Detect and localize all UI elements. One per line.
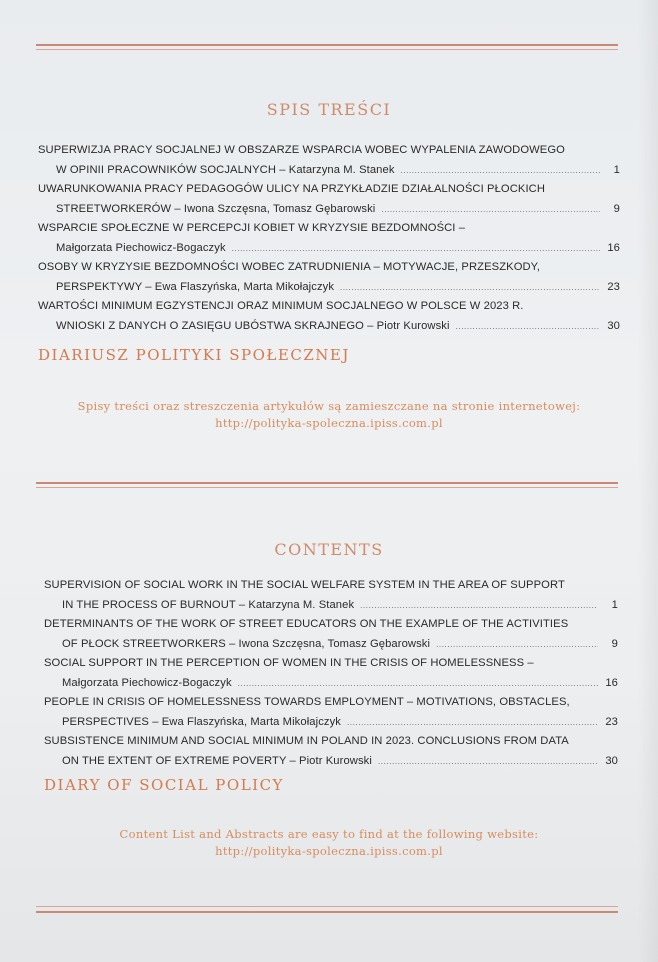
- bottom-rule: [36, 911, 618, 913]
- leader-dots: [232, 239, 600, 259]
- entry-line2: PERSPECTIVES – Ewa Flaszyńska, Marta Mikołajczyk: [62, 715, 341, 728]
- page-number: 16: [605, 676, 618, 689]
- entry-line2: OF PŁOCK STREETWORKERS – Iwona Szczęsna, Tomasz Gębarowski: [62, 637, 431, 650]
- diary-heading[interactable]: DIARY OF SOCIAL POLICY: [44, 776, 284, 794]
- page-number: 1: [611, 598, 618, 611]
- leader-dots: [378, 752, 598, 772]
- toc-entry[interactable]: [38, 180, 620, 219]
- entry-line1: DETERMINANTS OF THE WORK OF STREET EDUCATORS ON THE EXAMPLE OF THE ACTIVITIES: [44, 618, 569, 630]
- page-edge-shadow: [638, 0, 658, 962]
- page-number: 16: [607, 241, 620, 254]
- page-number: 23: [607, 280, 620, 293]
- entry-line1: SOCIAL SUPPORT IN THE PERCEPTION OF WOMEN IN THE CRISIS OF HOMELESSNESS –: [44, 657, 534, 669]
- leader-dots: [436, 635, 598, 655]
- entry-line2: Małgorzata Piechowicz-Bogaczyk: [56, 241, 226, 254]
- spis-tresci-title: SPIS TREŚCI: [266, 100, 392, 119]
- leader-dots: [401, 161, 600, 181]
- english-website-note: [0, 826, 658, 860]
- entry-line1: SUPERVISION OF SOCIAL WORK IN THE SOCIAL WELFARE SYSTEM IN THE AREA OF SUPPORT: [44, 579, 565, 591]
- toc-entry[interactable]: [38, 141, 620, 180]
- leader-dots: [381, 200, 600, 220]
- page-number: 30: [607, 319, 620, 332]
- bottom-rule-thin: [36, 906, 618, 907]
- page-number: 1: [613, 163, 620, 176]
- entry-line1: WSPARCIE SPOŁECZNE W PERCEPCJI KOBIET W KRYZYSIE BEZDOMNOŚCI –: [38, 222, 466, 234]
- toc-entry[interactable]: [38, 258, 620, 297]
- english-toc: [44, 576, 618, 771]
- note-text: Content List and Abstracts are easy to find at the following website:: [119, 827, 539, 841]
- leader-dots: [347, 713, 598, 733]
- website-link[interactable]: http://polityka-spoleczna.ipiss.com.pl: [215, 844, 443, 858]
- middle-rule-thin: [36, 487, 618, 488]
- toc-entry[interactable]: [44, 615, 618, 654]
- diariusz-heading[interactable]: DIARIUSZ POLITYKI SPOŁECZNEJ: [38, 346, 350, 364]
- entry-line2: Małgorzata Piechowicz-Bogaczyk: [62, 676, 232, 689]
- entry-line1: WARTOŚCI MINIMUM EGZYSTENCJI ORAZ MINIMUM SOCJALNEGO W POLSCE W 2023 R.: [38, 300, 524, 312]
- entry-line2: WNIOSKI Z DANYCH O ZASIĘGU UBÓSTWA SKRAJNEGO – Piotr Kurowski: [56, 319, 450, 332]
- entry-line2: W OPINII PRACOWNIKÓW SOCJALNYCH – Katarzyna M. Stanek: [56, 163, 395, 176]
- toc-entry[interactable]: [44, 576, 618, 615]
- page-number: 30: [605, 754, 618, 767]
- top-rule: [36, 44, 618, 46]
- entry-line2: STREETWORKERÓW – Iwona Szczęsna, Tomasz Gębarowski: [56, 202, 376, 215]
- leader-dots: [456, 317, 600, 337]
- middle-rule: [36, 482, 618, 484]
- polish-website-note: [0, 398, 658, 432]
- top-rule-thin: [36, 49, 618, 50]
- page-number: 23: [605, 715, 618, 728]
- page-number: 9: [611, 637, 618, 650]
- page-number: 9: [613, 202, 620, 215]
- polish-toc: [38, 141, 620, 336]
- toc-entry[interactable]: [44, 654, 618, 693]
- entry-line1: SUBSISTENCE MINIMUM AND SOCIAL MINIMUM IN POLAND IN 2023. CONCLUSIONS FROM DATA: [44, 735, 569, 747]
- entry-line2: PERSPEKTYWY – Ewa Flaszyńska, Marta Mikołajczyk: [56, 280, 335, 293]
- leader-dots: [238, 674, 598, 694]
- entry-line1: PEOPLE IN CRISIS OF HOMELESSNESS TOWARDS EMPLOYMENT – MOTIVATIONS, OBSTACLES,: [44, 696, 570, 708]
- toc-entry[interactable]: [38, 219, 620, 258]
- website-link[interactable]: http://polityka-spoleczna.ipiss.com.pl: [215, 416, 443, 430]
- entry-line2: ON THE EXTENT OF EXTREME POVERTY – Piotr Kurowski: [62, 754, 372, 767]
- leader-dots: [360, 596, 598, 616]
- entry-line2: IN THE PROCESS OF BURNOUT – Katarzyna M. Stanek: [62, 598, 355, 611]
- toc-entry[interactable]: [44, 732, 618, 771]
- toc-entry[interactable]: [44, 693, 618, 732]
- entry-line1: OSOBY W KRYZYSIE BEZDOMNOŚCI WOBEC ZATRUDNIENIA – MOTYWACJE, PRZESZKODY,: [38, 261, 541, 273]
- toc-entry[interactable]: [38, 297, 620, 336]
- entry-line1: SUPERWIZJA PRACY SOCJALNEJ W OBSZARZE WSPARCIA WOBEC WYPALENIA ZAWODOWEGO: [38, 144, 565, 156]
- contents-title: CONTENTS: [274, 540, 384, 559]
- entry-line1: UWARUNKOWANIA PRACY PEDAGOGÓW ULICY NA PRZYKŁADZIE DZIAŁALNOŚCI PŁOCKICH: [38, 183, 546, 195]
- note-text: Spisy treści oraz streszczenia artykułów są zamieszczane na stronie internetowej:: [77, 399, 581, 413]
- leader-dots: [340, 278, 600, 298]
